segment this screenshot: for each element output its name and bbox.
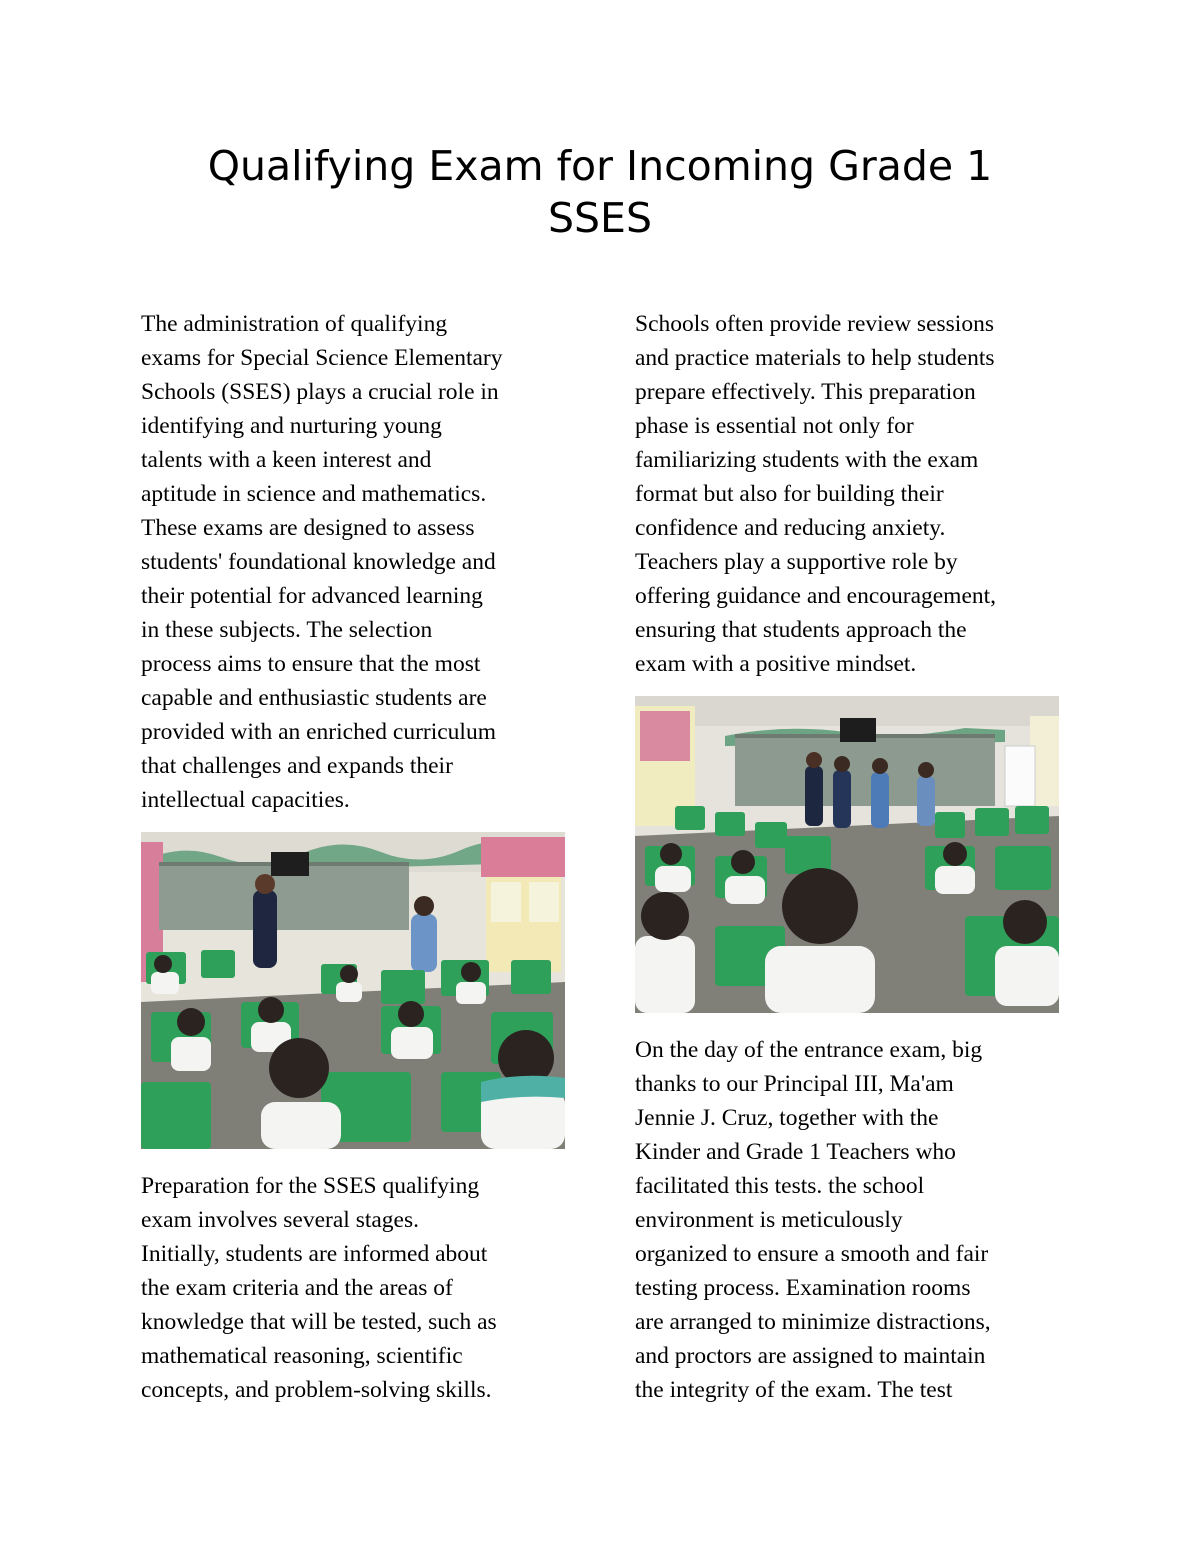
right-paragraph-2 xyxy=(635,1033,991,1407)
classroom-illustration xyxy=(635,696,1059,1013)
text-line: offering guidance and encouragement, xyxy=(635,583,997,609)
text-line: in these subjects. The selection xyxy=(141,617,433,643)
text-line: format but also for building their xyxy=(635,481,944,507)
text-line: organized to ensure a smooth and fair xyxy=(635,1241,989,1267)
text-line: facilitated this tests. the school xyxy=(635,1173,925,1199)
document-title xyxy=(0,140,1200,244)
text-line: Initially, students are informed about xyxy=(141,1241,488,1267)
text-line: mathematical reasoning, scientific xyxy=(141,1343,463,1369)
classroom-illustration xyxy=(141,832,565,1149)
text-line: The administration of qualifying xyxy=(141,311,448,337)
text-line: capable and enthusiastic students are xyxy=(141,685,487,711)
text-line: intellectual capacities. xyxy=(141,787,350,813)
right-paragraph-1 xyxy=(635,307,996,681)
text-line: familiarizing students with the exam xyxy=(635,447,979,473)
text-line: students' foundational knowledge and xyxy=(141,549,496,575)
text-line: are arranged to minimize distractions, xyxy=(635,1309,991,1335)
text-line: prepare effectively. This preparation xyxy=(635,379,976,405)
text-line: provided with an enriched curriculum xyxy=(141,719,496,745)
text-line: Teachers play a supportive role by xyxy=(635,549,958,575)
text-line: their potential for advanced learning xyxy=(141,583,483,609)
text-line: confidence and reducing anxiety. xyxy=(635,515,946,541)
text-line: aptitude in science and mathematics. xyxy=(141,481,487,507)
text-line: the integrity of the exam. The test xyxy=(635,1377,953,1403)
text-line: Jennie J. Cruz, together with the xyxy=(635,1105,939,1131)
text-line: Preparation for the SSES qualifying xyxy=(141,1173,480,1199)
text-line: On the day of the entrance exam, big xyxy=(635,1037,983,1063)
title-line-2: SSES xyxy=(548,194,652,242)
left-paragraph-2 xyxy=(141,1169,497,1407)
text-line: These exams are designed to assess xyxy=(141,515,475,541)
text-line: and practice materials to help students xyxy=(635,345,995,371)
text-line: exam involves several stages. xyxy=(141,1207,419,1233)
text-line: concepts, and problem-solving skills. xyxy=(141,1377,492,1403)
text-line: environment is meticulously xyxy=(635,1207,903,1233)
text-line: ensuring that students approach the xyxy=(635,617,967,643)
text-line: exams for Special Science Elementary xyxy=(141,345,503,371)
text-line: knowledge that will be tested, such as xyxy=(141,1309,497,1335)
text-line: testing process. Examination rooms xyxy=(635,1275,971,1301)
text-line: thanks to our Principal III, Ma'am xyxy=(635,1071,954,1097)
text-line: phase is essential not only for xyxy=(635,413,914,439)
text-line: Schools often provide review sessions xyxy=(635,311,994,337)
text-line: Schools (SSES) plays a crucial role in xyxy=(141,379,499,405)
text-line: talents with a keen interest and xyxy=(141,447,432,473)
text-line: the exam criteria and the areas of xyxy=(141,1275,453,1301)
text-line: Kinder and Grade 1 Teachers who xyxy=(635,1139,956,1165)
text-line: and proctors are assigned to maintain xyxy=(635,1343,986,1369)
classroom-exam-photo-right xyxy=(635,696,1059,1013)
classroom-exam-photo-left xyxy=(141,832,565,1149)
title-line-1: Qualifying Exam for Incoming Grade 1 xyxy=(207,142,993,190)
text-line: that challenges and expands their xyxy=(141,753,453,779)
left-paragraph-1 xyxy=(141,307,503,817)
text-line: process aims to ensure that the most xyxy=(141,651,481,677)
text-line: exam with a positive mindset. xyxy=(635,651,917,677)
text-line: identifying and nurturing young xyxy=(141,413,442,439)
